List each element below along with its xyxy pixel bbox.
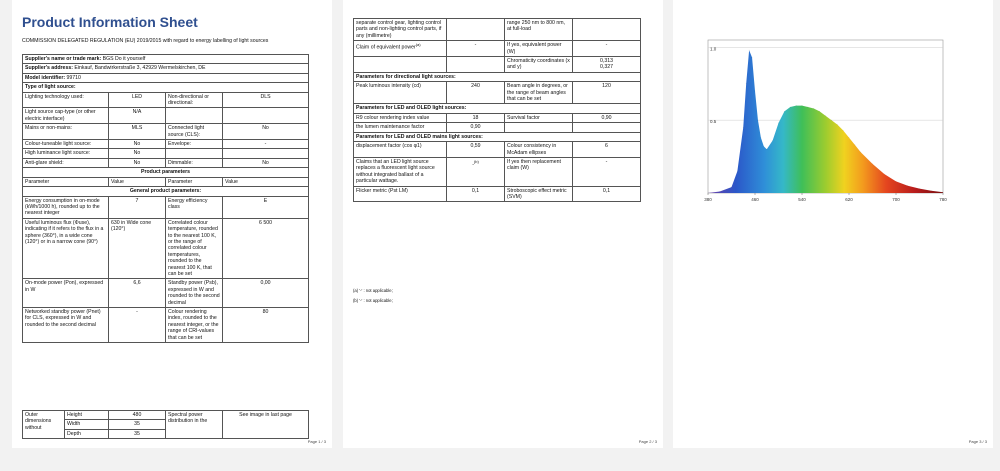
model-label: Model identifier: [25,74,66,81]
disp-value: 0,59 [447,142,505,158]
cri-value: 80 [223,308,309,343]
x-tick-label: 540 [798,197,806,202]
dimmable-label: Dimmable: [166,158,223,167]
spectrum-point [849,137,850,138]
dir-heading: Parameters for directional light sources: [354,72,641,81]
spectrum-point [778,123,779,124]
onmode-label: On-mode power (Pon), expressed in W [23,279,109,308]
col-parameter: Parameter [23,177,109,186]
chroma-x: 0,313 [600,58,613,65]
peak-value: 240 [447,82,505,104]
survival-label: Survival factor [505,113,573,122]
x-tick-label: 780 [939,197,947,202]
net-value: - [109,308,166,343]
disp-label: displacement factor (cos φ1) [354,142,447,158]
cont-range: range 250 nm to 800 nm, at full-load [505,19,573,41]
spectrum-point [943,192,944,193]
chroma-y: 0,327 [600,64,613,71]
tech-label: Lighting technology used: [23,92,109,108]
cct-value: 6 500 [223,218,309,279]
tech-value: LED [109,92,166,108]
equiv-power-value: - [573,41,641,57]
supplier-name-label: Supplier's name or trade mark: [25,56,102,62]
spd-label: Spectral power distribution in the [166,411,223,439]
spectrum-point [760,137,761,138]
consist-label: Colour consistency in McAdam ellipses [505,142,573,158]
product-table-2 [353,18,641,202]
colour-label: Colour-tuneable light source: [23,140,109,149]
claim-sup: (b) [473,158,479,164]
col-value: Value [109,177,166,186]
page-2 [343,0,663,448]
spectrum-point [737,171,738,172]
antiglare-label: Anti-glare shield: [23,158,109,167]
spectrum-point [743,127,744,128]
replace-label: If yes then replacement claim (W) [505,157,573,186]
type-heading: Type of light source: [23,83,309,92]
page-number-3: Page 3 / 3 [968,439,987,444]
x-tick-label: 620 [845,197,853,202]
spectrum-point [884,174,885,175]
spectrum-point [825,115,826,116]
eff-value: E [223,196,309,218]
footnote-a: (a) '-' : not applicable; [353,288,393,293]
equiv-value: - [447,41,505,57]
spectrum-point [843,130,844,131]
x-tick-label: 460 [751,197,759,202]
y-tick-label: 1.0 [710,46,717,52]
spectrum-point [749,50,750,51]
highlum-label: High luminance light source: [23,149,109,158]
led-heading: Parameters for LED and OLED light sources: [354,104,641,113]
envelope-value: - [223,140,309,149]
spectrum-point [752,57,753,58]
regulation-text: COMMISSION DELEGATED REGULATION (EU) 2019/2015 with regard to energy labelling of light sources [22,38,269,44]
width-label: Width [65,420,109,429]
spectrum-point [807,107,808,108]
cap-label: Light source cap-type (or other electric interface) [23,108,109,124]
spectrum-point [755,91,756,92]
spectrum-point [766,149,767,150]
energy-value: 7 [109,196,166,218]
claim-value: - [472,161,474,168]
spectrum-point [772,140,773,141]
spectrum-point [802,105,803,106]
model-value: 99710 [66,74,81,81]
mains-heading: Parameters for LED and OLED mains light sources: [354,132,641,141]
spectrum-point [837,124,838,125]
spectrum-point [854,145,855,146]
spectrum-point [758,120,759,121]
page-number-1: Page 1 / 3 [307,439,326,444]
flicker-label: Flicker metric (Pst LM) [354,186,447,202]
standby-value: 0,00 [223,279,309,308]
spectrum-point [813,108,814,109]
net-label: Networked standby power (Pnet) for CLS, expressed in W and rounded to the second decimal [23,308,109,343]
r9-value: 18 [447,113,505,122]
eff-label: Energy efficiency class [166,196,223,218]
cont-label: separate control gear, lighting control parts and non-lighting control parts, if any (millimetre) [354,19,447,41]
page-title: Product Information Sheet [22,14,198,30]
r9-label: R9 colour rendering index value [354,113,447,122]
antiglare-value: No [109,158,166,167]
spectrum-point [796,105,797,106]
strobo-label: Stroboscopic effect metric (SVM) [505,186,573,202]
depth-value: 35 [109,429,166,438]
y-tick-label: 0.5 [710,119,717,125]
dimensions-table [22,410,309,439]
x-tick-label: 700 [892,197,900,202]
flux-label: Useful luminous flux (Φuse), indicating if it refers to the flux in a sphere (360°), in a wide cone (120°) or in a narrow cone (90°) [23,218,109,279]
height-value: 480 [109,411,166,420]
replace-value: - [573,157,641,186]
onmode-value: 6,6 [109,279,166,308]
maint-value: 0,90 [447,123,505,132]
equiv-label: Claim of equivalent power [356,44,416,51]
equiv-power-label: If yes, equivalent power (W) [505,41,573,57]
envelope-label: Envelope: [166,140,223,149]
consist-value: 6 [573,142,641,158]
mains-label: Mains or non-mains: [23,124,109,140]
general-heading: General product parameters: [23,187,309,196]
depth-label: Depth [65,429,109,438]
cap-value: N/A [109,108,166,124]
equiv-sup: (a) [415,42,421,48]
page-number-2: Page 2 / 3 [638,439,657,444]
colour-value: No [109,140,166,149]
peak-label: Peak luminous intensity (cd) [354,82,447,104]
spectrum-point [819,111,820,112]
spectrum-point [731,187,732,188]
claim-label: Claims that an LED light source replaces a fluorescent light source without integrated ballast of a particular wattage. [354,157,447,186]
spectrum-point [784,111,785,112]
page-3 [673,0,993,448]
spectrum-area [708,50,943,193]
spectrum-point [708,193,709,194]
spectrum-point [790,107,791,108]
spectrum-point [931,190,932,191]
beam-value: 120 [573,82,641,104]
nondir-value: DLS [223,92,309,108]
cls-value: No [223,124,309,140]
supplier-address: Einkauf, Bandwirkerstraße 3, 42929 Wermelskirchen, DE [74,65,206,72]
spectrum-point [763,146,764,147]
chart-plot [704,40,947,202]
dimmable-value: No [223,158,309,167]
strobo-value: 0,1 [573,186,641,202]
highlum-value: No [109,149,166,158]
footnote-b: (b) '-' : not applicable; [353,298,393,303]
spectrum-point [746,83,747,84]
standby-label: Standby power (Psb), expressed in W and rounded to the second decimal [166,279,223,308]
spectrum-point [907,185,908,186]
cls-label: Connected light source (CLS): [166,124,223,140]
mains-value: MLS [109,124,166,140]
outer-label: Outer dimensions without [23,411,65,439]
x-tick-label: 380 [704,197,712,202]
col-parameter-2: Parameter [166,177,223,186]
energy-label: Energy consumption in on-mode (kWh/1000 h), rounded up to the nearest integer [23,196,109,218]
product-params-heading: Product parameters [23,168,309,177]
spectrum-point [860,152,861,153]
supplier-name: BGS Do it yourself [102,56,146,62]
maint-label: the lumen maintenance factor [354,123,447,132]
height-label: Height [65,411,109,420]
flicker-value: 0,1 [447,186,505,202]
page-1 [12,0,332,448]
cri-label: Colour rendering index, rounded to the nearest integer, or the range of CRI-values that can be set [166,308,223,343]
spectrum-point [719,191,720,192]
col-value-2: Value [223,177,309,186]
nondir-label: Non-directional or directional: [166,92,223,108]
spectrum-point [919,188,920,189]
width-value: 35 [109,420,166,429]
spd-value: See image in last page [223,411,309,439]
spectrum-point [831,120,832,121]
cct-label: Correlated colour temperature, rounded to the nearest 100 K, or the range of correlated colour temperatures, rounded to the nearest 100 K, that can be set [166,218,223,279]
spectrum-point [896,181,897,182]
chroma-label: Chromaticity coordinates (x and y) [505,57,573,73]
survival-value: 0,90 [573,113,641,122]
product-table-1 [22,54,309,343]
spectrum-point [872,163,873,164]
supplier-address-label: Supplier's address: [25,65,73,72]
beam-label: Beam angle in degrees, or the range of beam angles that can be set [505,82,573,104]
spectral-chart [673,0,993,448]
flux-value: 630 in Wide cone (120°) [109,218,166,279]
